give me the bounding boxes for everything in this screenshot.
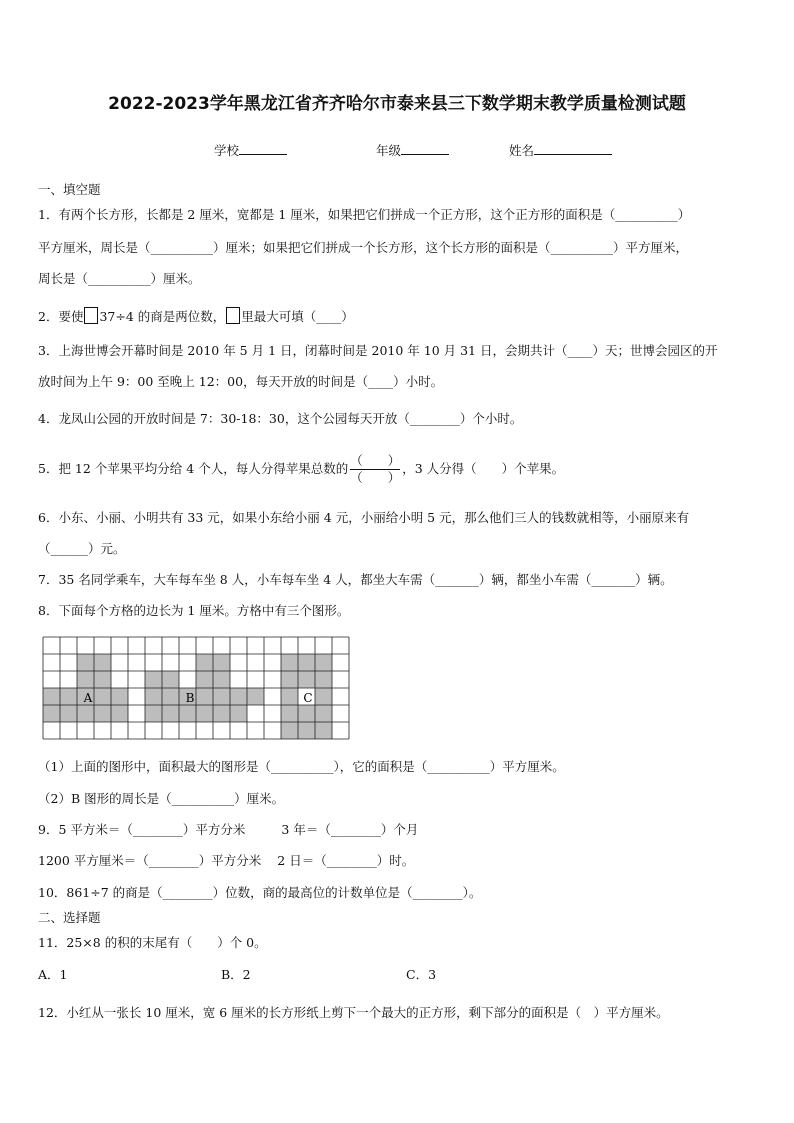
shaded-cell	[213, 671, 230, 688]
shaded-cell	[60, 705, 77, 722]
shaded-cell	[94, 654, 111, 671]
name-label: 姓名	[509, 143, 535, 158]
shaded-cell	[281, 654, 298, 671]
q1-line-1: 1．有两个长方形，长都是 2 厘米，宽都是 1 厘米，如果把它们拼成一个正方形，这个正方形的面积是（__________）	[38, 207, 691, 222]
section-choice: 二、选择题	[38, 910, 101, 925]
q6-line-1: 6．小东、小丽、小明共有 33 元，如果小东给小丽 4 元，小丽给小明 5 元，那么他们三人的钱数就相等，小丽原来有	[38, 510, 690, 525]
q9-item-4: 2 日＝（________）时。	[277, 853, 415, 868]
shaded-cell	[281, 671, 298, 688]
q11-option-b[interactable]: B．2	[221, 967, 251, 982]
shaded-cell	[247, 688, 264, 705]
shaded-cell	[43, 688, 60, 705]
q3-line-2: 放时间为上午 9：00 至晚上 12：00，每天开放的时间是（____）小时。	[38, 374, 444, 389]
q8-grid-figure	[42, 636, 354, 740]
q2-box-2	[226, 307, 240, 324]
shaded-cell	[111, 705, 128, 722]
shaded-cell	[213, 688, 230, 705]
q8-part-1: （1）上面的图形中，面积最大的图形是（__________），它的面积是（__________）平方厘米。	[38, 759, 565, 774]
shaded-cell	[315, 654, 332, 671]
school-blank[interactable]	[239, 141, 287, 155]
shaded-cell	[43, 705, 60, 722]
shaded-cell	[77, 705, 94, 722]
shaded-cell	[315, 705, 332, 722]
shaded-cell	[111, 688, 128, 705]
q11-stem: 11．25×8 的积的末尾有（ ）个 0。	[38, 935, 267, 950]
page-title: 2022-2023学年黑龙江省齐齐哈尔市泰来县三下数学期末教学质量检测试题	[108, 94, 686, 114]
q4-line: 4．龙凤山公园的开放时间是 7：30-18：30，这个公园每天开放（________）个小时。	[38, 411, 523, 426]
q9-item-1: 9．5 平方米＝（________）平方分米	[38, 822, 246, 837]
q9-item-2: 3 年＝（________）个月	[281, 822, 419, 837]
school-field	[214, 141, 287, 159]
shaded-cell	[315, 671, 332, 688]
shaded-cell	[94, 705, 111, 722]
q5-part-b: ，3 人分得（ ）个苹果。	[402, 461, 565, 476]
q5-fraction	[350, 453, 400, 486]
q6-line-2: （______）元。	[38, 541, 126, 556]
shaded-cell	[145, 671, 162, 688]
section-fill-in: 一、填空题	[38, 182, 101, 197]
shaded-cell	[213, 705, 230, 722]
q2-part-b: 37÷4 的商是两位数，	[99, 309, 226, 324]
shaded-cell	[230, 705, 247, 722]
q9-line-1	[38, 822, 758, 838]
name-blank[interactable]	[534, 141, 612, 155]
q3-line-1: 3．上海世博会开幕时间是 2010 年 5 月 1 日，闭幕时间是 2010 年 10 月 31 日，会期共计（____）天；世博会园区的开	[38, 343, 718, 358]
grade-field	[376, 141, 449, 159]
q12-line: 12．小红从一张长 10 厘米，宽 6 厘米的长方形纸上剪下一个最大的正方形，剩下部分的面积是（ ）平方厘米。	[38, 1005, 669, 1020]
shaded-cell	[196, 654, 213, 671]
q8-stem: 8．下面每个方格的边长为 1 厘米。方格中有三个图形。	[38, 603, 350, 618]
shaded-cell	[213, 654, 230, 671]
shaded-cell	[77, 671, 94, 688]
q2-part-c: 里最大可填（____）	[241, 309, 354, 324]
shaded-cell	[196, 671, 213, 688]
q11-option-a[interactable]: A．1	[38, 967, 68, 982]
q2-box	[84, 307, 98, 324]
grade-blank[interactable]	[401, 141, 449, 155]
q9-line-2	[38, 853, 758, 869]
q5-numerator: （ ）	[350, 453, 401, 468]
shaded-cell	[179, 705, 196, 722]
shaded-cell	[298, 705, 315, 722]
shaded-cell	[281, 722, 298, 739]
q7-line: 7．35 名同学乘车，大车每车坐 8 人，小车每车坐 4 人，都坐大车需（_______）辆，都坐小车需（_______）辆。	[38, 572, 673, 587]
shaded-cell	[281, 688, 298, 705]
figure-label-b: B	[185, 691, 195, 705]
shaded-cell	[298, 671, 315, 688]
q10-line: 10．861÷7 的商是（________）位数，商的最高位的计数单位是（________）。	[38, 885, 482, 900]
shaded-cell	[162, 688, 179, 705]
shaded-cell	[315, 722, 332, 739]
shaded-cell	[230, 688, 247, 705]
q2-line	[38, 307, 758, 325]
shaded-cell	[145, 705, 162, 722]
grade-label: 年级	[376, 143, 402, 158]
shaded-cell	[196, 705, 213, 722]
q9-item-3: 1200 平方厘米＝（________）平方分米	[38, 853, 262, 868]
shaded-cell	[298, 654, 315, 671]
figure-label-a: A	[83, 691, 93, 705]
shaded-cell	[162, 705, 179, 722]
q11-option-c[interactable]: C．3	[406, 967, 437, 982]
q5-part-a: 5．把 12 个苹果平均分给 4 个人，每人分得苹果总数的	[38, 461, 349, 476]
shaded-cell	[94, 688, 111, 705]
figure-label-c: C	[303, 691, 313, 705]
shaded-cell	[145, 688, 162, 705]
q1-line-2: 平方厘米，周长是（__________）厘米；如果把它们拼成一个长方形，这个长方形的面积是（__________）平方厘米，	[38, 240, 689, 255]
shaded-cell	[298, 722, 315, 739]
q5-line	[38, 446, 758, 492]
shaded-cell	[60, 688, 77, 705]
q5-denominator: （ ）	[350, 470, 401, 485]
q2-part-a: 2．要使	[38, 309, 84, 324]
name-field	[509, 141, 612, 159]
q8-part-2: （2）B 图形的周长是（__________）厘米。	[38, 791, 285, 806]
shaded-cell	[315, 688, 332, 705]
q1-line-3: 周长是（__________）厘米。	[38, 271, 201, 286]
shaded-cell	[281, 705, 298, 722]
shaded-cell	[196, 688, 213, 705]
school-label: 学校	[214, 143, 240, 158]
shaded-cell	[162, 671, 179, 688]
shaded-cell	[94, 671, 111, 688]
shaded-cell	[77, 654, 94, 671]
